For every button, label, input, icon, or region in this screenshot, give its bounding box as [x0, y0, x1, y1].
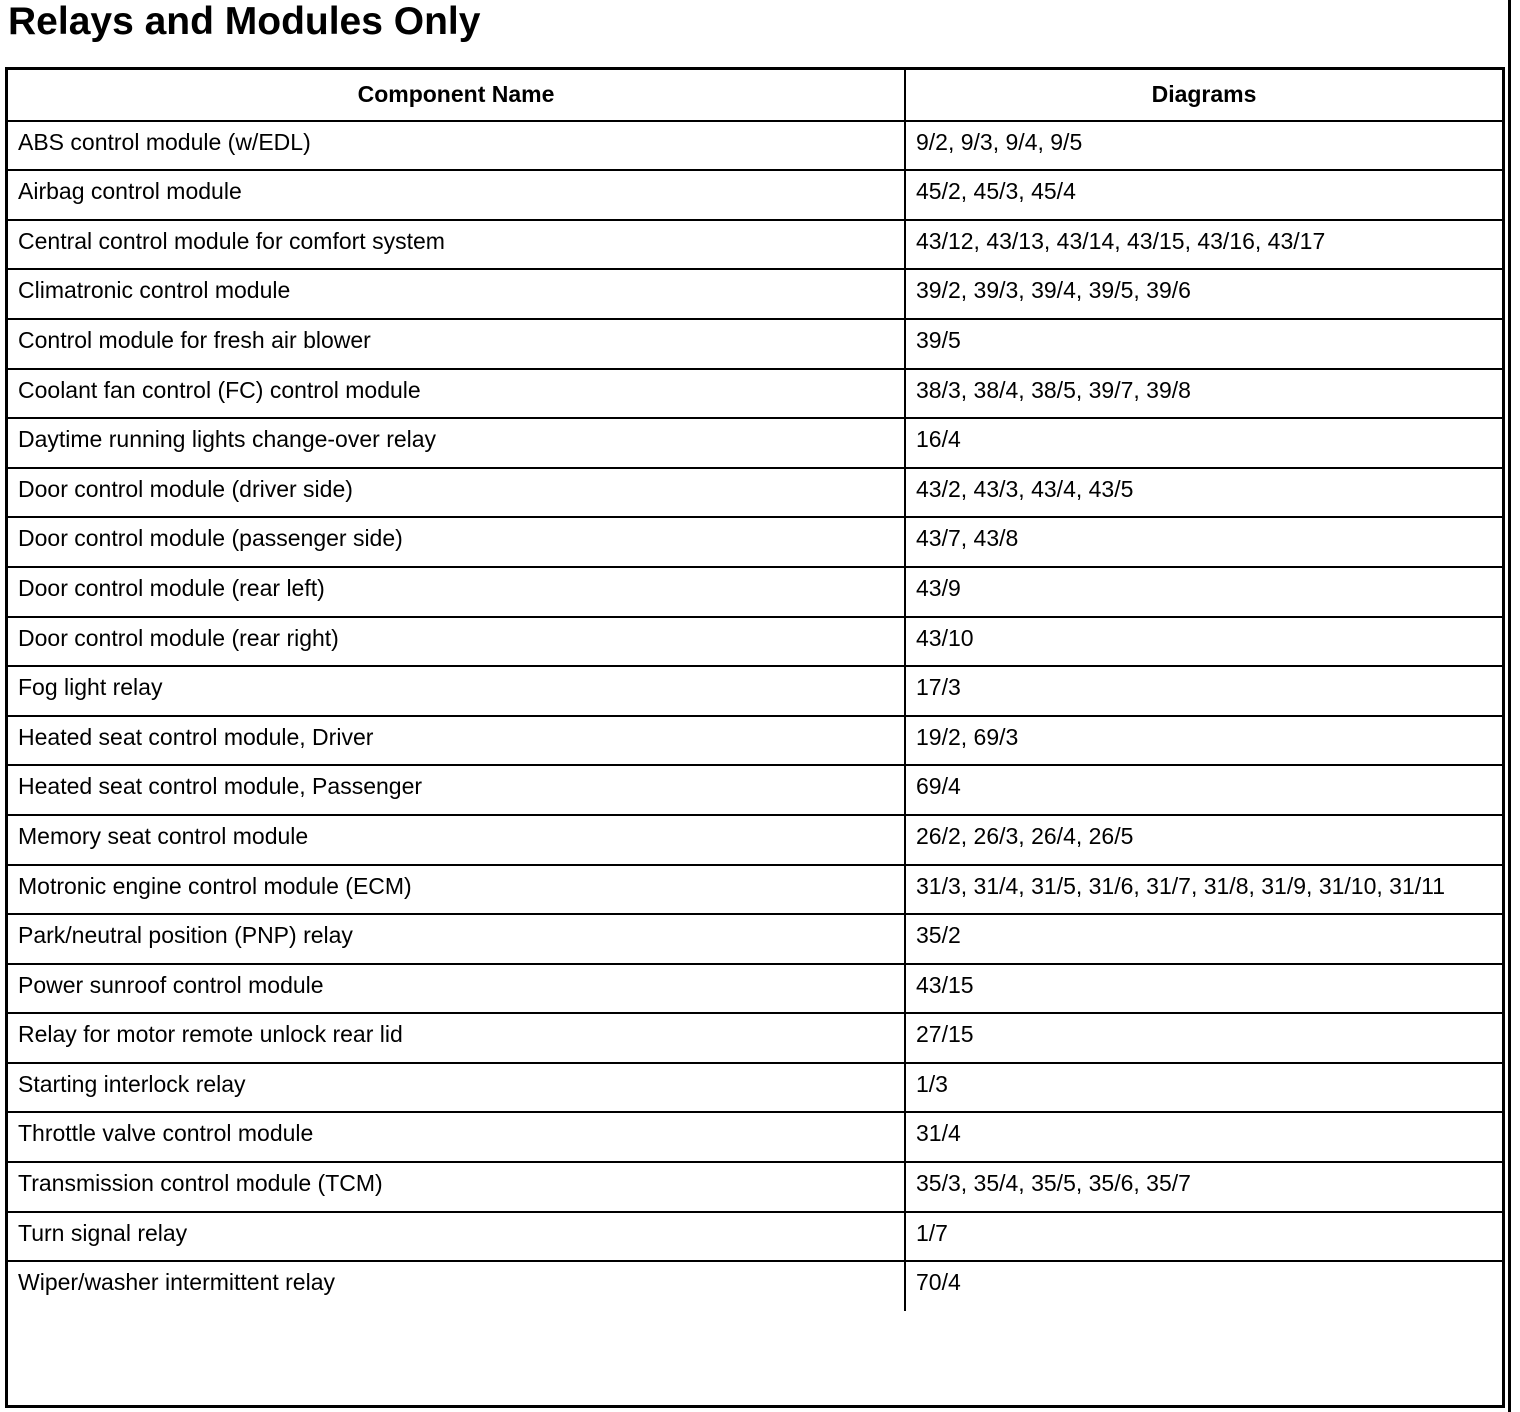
- table-row: [8, 220, 1502, 270]
- component-name-cell: Climatronic control module: [8, 269, 905, 319]
- table-body: [8, 121, 1502, 1311]
- diagrams-cell: 17/3: [905, 666, 1502, 716]
- component-name-cell: Memory seat control module: [8, 815, 905, 865]
- table-row: [8, 964, 1502, 1014]
- table-row: [8, 617, 1502, 667]
- table-row: [8, 567, 1502, 617]
- table-row: [8, 765, 1502, 815]
- table-row: [8, 170, 1502, 220]
- page-title: Relays and Modules Only: [8, 0, 481, 43]
- table-header-row: [8, 70, 1502, 121]
- component-name-cell: Door control module (driver side): [8, 468, 905, 518]
- diagrams-cell: 9/2, 9/3, 9/4, 9/5: [905, 121, 1502, 171]
- component-name-cell: Wiper/washer intermittent relay: [8, 1261, 905, 1311]
- table-row: [8, 319, 1502, 369]
- component-name-cell: Heated seat control module, Driver: [8, 716, 905, 766]
- component-name-cell: Power sunroof control module: [8, 964, 905, 1014]
- component-name-cell: Throttle valve control module: [8, 1112, 905, 1162]
- diagrams-cell: 43/2, 43/3, 43/4, 43/5: [905, 468, 1502, 518]
- table-row: [8, 1261, 1502, 1311]
- relays-modules-table-frame: [5, 67, 1505, 1408]
- table-row: [8, 1112, 1502, 1162]
- table-row: [8, 468, 1502, 518]
- component-name-cell: Central control module for comfort system: [8, 220, 905, 270]
- component-name-cell: Motronic engine control module (ECM): [8, 865, 905, 915]
- page-edge-rule: [1508, 0, 1511, 1412]
- component-name-cell: Turn signal relay: [8, 1212, 905, 1262]
- component-name-cell: Door control module (rear left): [8, 567, 905, 617]
- diagrams-cell: 70/4: [905, 1261, 1502, 1311]
- diagrams-cell: 31/3, 31/4, 31/5, 31/6, 31/7, 31/8, 31/9, 31/10, 31/11: [905, 865, 1502, 915]
- table-row: [8, 666, 1502, 716]
- component-name-cell: Control module for fresh air blower: [8, 319, 905, 369]
- diagrams-cell: 43/10: [905, 617, 1502, 667]
- table-row: [8, 865, 1502, 915]
- diagrams-cell: 43/9: [905, 567, 1502, 617]
- diagrams-cell: 45/2, 45/3, 45/4: [905, 170, 1502, 220]
- table-row: [8, 1162, 1502, 1212]
- table-row: [8, 517, 1502, 567]
- table-row: [8, 1212, 1502, 1262]
- diagrams-cell: 19/2, 69/3: [905, 716, 1502, 766]
- component-name-cell: Transmission control module (TCM): [8, 1162, 905, 1212]
- diagrams-cell: 1/3: [905, 1063, 1502, 1113]
- diagrams-cell: 43/15: [905, 964, 1502, 1014]
- diagrams-cell: 39/2, 39/3, 39/4, 39/5, 39/6: [905, 269, 1502, 319]
- diagrams-cell: 1/7: [905, 1212, 1502, 1262]
- table-row: [8, 121, 1502, 171]
- diagrams-cell: 43/7, 43/8: [905, 517, 1502, 567]
- component-name-cell: Heated seat control module, Passenger: [8, 765, 905, 815]
- table-row: [8, 369, 1502, 419]
- diagrams-cell: 69/4: [905, 765, 1502, 815]
- component-name-cell: Airbag control module: [8, 170, 905, 220]
- relays-modules-table: [8, 70, 1502, 1311]
- table-row: [8, 716, 1502, 766]
- component-name-cell: Coolant fan control (FC) control module: [8, 369, 905, 419]
- component-name-cell: Park/neutral position (PNP) relay: [8, 914, 905, 964]
- diagrams-cell: 16/4: [905, 418, 1502, 468]
- diagrams-cell: 26/2, 26/3, 26/4, 26/5: [905, 815, 1502, 865]
- table-row: [8, 269, 1502, 319]
- table-row: [8, 815, 1502, 865]
- component-name-cell: ABS control module (w/EDL): [8, 121, 905, 171]
- diagrams-cell: 35/2: [905, 914, 1502, 964]
- diagrams-cell: 43/12, 43/13, 43/14, 43/15, 43/16, 43/17: [905, 220, 1502, 270]
- table-row: [8, 914, 1502, 964]
- component-name-cell: Door control module (passenger side): [8, 517, 905, 567]
- table-row: [8, 1013, 1502, 1063]
- component-name-cell: Daytime running lights change-over relay: [8, 418, 905, 468]
- component-name-cell: Relay for motor remote unlock rear lid: [8, 1013, 905, 1063]
- diagrams-cell: 39/5: [905, 319, 1502, 369]
- diagrams-cell: 35/3, 35/4, 35/5, 35/6, 35/7: [905, 1162, 1502, 1212]
- table-row: [8, 418, 1502, 468]
- component-name-cell: Starting interlock relay: [8, 1063, 905, 1113]
- table-row: [8, 1063, 1502, 1113]
- diagrams-cell: 27/15: [905, 1013, 1502, 1063]
- diagrams-cell: 38/3, 38/4, 38/5, 39/7, 39/8: [905, 369, 1502, 419]
- component-name-cell: Fog light relay: [8, 666, 905, 716]
- diagrams-cell: 31/4: [905, 1112, 1502, 1162]
- column-header-component-name: Component Name: [8, 70, 905, 121]
- component-name-cell: Door control module (rear right): [8, 617, 905, 667]
- column-header-diagrams: Diagrams: [905, 70, 1502, 121]
